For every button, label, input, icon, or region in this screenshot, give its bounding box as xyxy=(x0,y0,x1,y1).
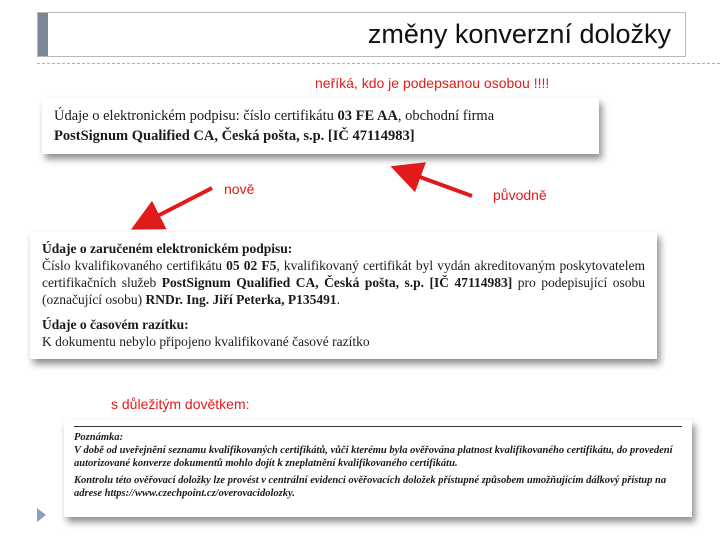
old-clause-line2: PostSignum Qualified CA, Česká pošta, s.p. [IČ 47114983] xyxy=(54,128,415,144)
note-bottom: s důležitým dovětkem: xyxy=(111,396,250,412)
new-clause-timestamp-text: K dokumentu nebylo připojeno kvalifikované časové razítko xyxy=(42,334,370,349)
note-paragraph-1: V době od uveřejnění seznamu kvalifikovaných certifikátů, vůči kterému byla ověřována platnost kvalifikovaného certifikátu, do provedení autorizované konverze dokumentů mohlo dojít k zneplatnění kvalifikovaného certifikátu. xyxy=(74,445,673,469)
note-original: původně xyxy=(493,187,547,203)
slide-title: změny konverzní doložky xyxy=(367,19,671,49)
slide-nav-triangle-icon[interactable] xyxy=(37,508,46,522)
card-old-clause xyxy=(42,98,599,154)
note-new: nově xyxy=(224,181,255,197)
title-accent-bar xyxy=(38,13,48,56)
note-top: neříká, kdo je podepsanou osobou !!!! xyxy=(315,75,550,91)
arrow-to-old xyxy=(398,169,472,196)
title-divider xyxy=(37,63,720,64)
note-rule xyxy=(74,426,682,427)
note-heading: Poznámka: xyxy=(74,432,124,443)
arrow-to-new xyxy=(138,188,212,226)
old-clause-line1: Údaje o elektronickém podpisu: číslo certifikátu 03 FE AA, obchodní firma xyxy=(54,108,495,124)
new-clause-heading-signature: Údaje o zaručeném elektronickém podpisu: xyxy=(42,241,293,256)
new-clause-heading-timestamp: Údaje o časovém razítku: xyxy=(42,317,189,332)
new-clause-paragraph: Číslo kvalifikovaného certifikátu 05 02 F5, kvalifikovaný certifikát byl vydán akreditovaným poskytovatelem certifikačních služeb PostSignum Qualified CA, Česká pošta, s.p. [IČ 47114983] pro podepisující osobu (označující osobu) RNDr. Ing. Jiří Peterka, P135491. xyxy=(42,258,646,307)
card-note xyxy=(64,420,692,517)
slide-title-bar xyxy=(37,12,686,57)
note-paragraph-2: Kontrolu této ověřovací doložky lze provést v centrální evidenci ověřovacích doložek přístupné způsobem umožňujícím dálkový přístup na adrese https://www.czechpoint.cz/overovacidolozky. xyxy=(74,475,667,499)
card-new-clause xyxy=(30,232,657,359)
